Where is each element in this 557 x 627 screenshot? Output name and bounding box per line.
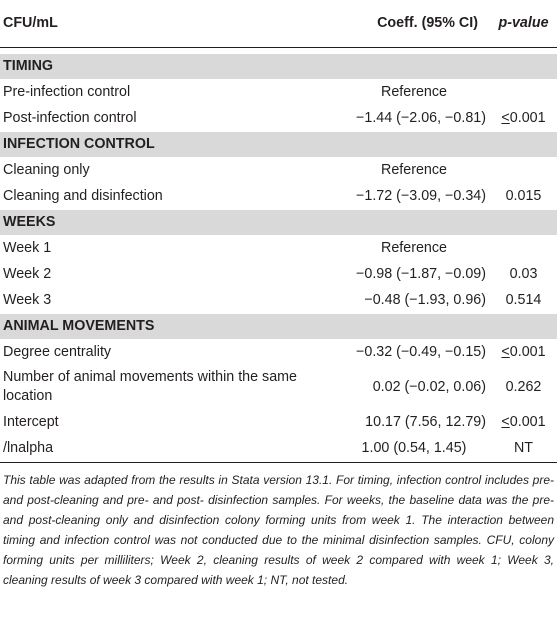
row-label: Intercept	[3, 413, 59, 430]
row-coeff: −0.48 (−1.93, 0.96)	[364, 291, 486, 308]
table-row	[0, 79, 557, 105]
table-footnote: This table was adapted from the results in Stata version 13.1. For timing, infection control includes pre- and post-cleaning and pre- and post- disinfection samples. For weeks, the baseline data was the pre- and post-cleaning only and disinfection colony forming units from week 1. The interaction between timing and infection control was not conducted due to the minimal disinfection samples. CFU, colony forming units per milliliters; Week 2, cleaning results of week 2 compared with week 1; Week 3, cleaning results of week 3 compared with week 1; NT, not tested.	[3, 473, 554, 587]
header-pvalue-text: p-value	[498, 15, 549, 31]
section-title: TIMING	[0, 54, 557, 80]
row-pvalue: 0.262	[505, 378, 542, 395]
section-title: ANIMAL MOVEMENTS	[0, 314, 557, 340]
table-row	[0, 157, 557, 183]
row-coeff: 0.02 (−0.02, 0.06)	[372, 378, 486, 395]
table-row	[0, 235, 557, 261]
row-label: Week 3	[3, 291, 52, 308]
table-row	[0, 105, 557, 132]
row-pvalue: 0.514	[505, 291, 542, 308]
row-label: /lnalpha	[0, 435, 308, 463]
section-title: WEEKS	[0, 210, 557, 236]
row-coeff: −1.72 (−3.09, −0.34)	[356, 187, 486, 204]
row-label: Cleaning and disinfection	[3, 187, 163, 204]
row-pvalue	[490, 79, 557, 105]
row-label: Cleaning only	[3, 161, 90, 178]
row-coeff: −1.44 (−2.06, −0.81)	[356, 109, 486, 126]
table-row	[0, 339, 557, 365]
section-infection-control	[0, 132, 557, 158]
header-pvalue	[490, 0, 557, 48]
header-cfu: CFU/mL	[0, 0, 308, 48]
pvalue-prefix: <	[501, 109, 510, 126]
table-row	[0, 183, 557, 210]
row-label: Pre-infection control	[3, 83, 131, 100]
row-coeff: Reference	[381, 161, 447, 178]
row-pvalue	[490, 235, 557, 261]
pvalue-prefix: <	[501, 413, 510, 430]
row-label: Post-infection control	[3, 109, 137, 126]
row-pvalue: 0.03	[509, 265, 538, 282]
pvalue-number: 0.001	[509, 109, 546, 126]
row-label: Week 1	[3, 239, 52, 256]
row-pvalue	[490, 105, 557, 132]
row-coeff: −0.32 (−0.49, −0.15)	[356, 343, 486, 360]
row-pvalue	[490, 339, 557, 365]
table-row	[0, 365, 557, 409]
header-coeff: Coeff. (95% CI)	[308, 0, 490, 48]
row-pvalue	[490, 409, 557, 435]
pvalue-number: 0.001	[509, 413, 546, 430]
row-coeff: 10.17 (7.56, 12.79)	[365, 413, 486, 430]
row-label: Number of animal movements within the same location	[3, 369, 298, 404]
table-row	[0, 409, 557, 435]
row-pvalue: 0.015	[505, 187, 542, 204]
section-timing	[0, 54, 557, 80]
row-coeff: 1.00 (0.54, 1.45)	[308, 435, 490, 463]
row-pvalue	[490, 157, 557, 183]
section-weeks	[0, 210, 557, 236]
row-pvalue: NT	[490, 435, 557, 463]
table-row	[0, 435, 557, 463]
table-header-row	[0, 0, 557, 48]
row-label: Week 2	[3, 265, 52, 282]
section-title: INFECTION CONTROL	[0, 132, 557, 158]
table-row	[0, 287, 557, 314]
table-row	[0, 261, 557, 287]
row-coeff: −0.98 (−1.87, −0.09)	[356, 265, 486, 282]
row-coeff: Reference	[381, 239, 447, 256]
pvalue-prefix: <	[501, 343, 510, 360]
section-animal-movements	[0, 314, 557, 340]
pvalue-number: 0.001	[509, 343, 546, 360]
row-label: Degree centrality	[3, 343, 112, 360]
row-coeff: Reference	[381, 83, 447, 100]
